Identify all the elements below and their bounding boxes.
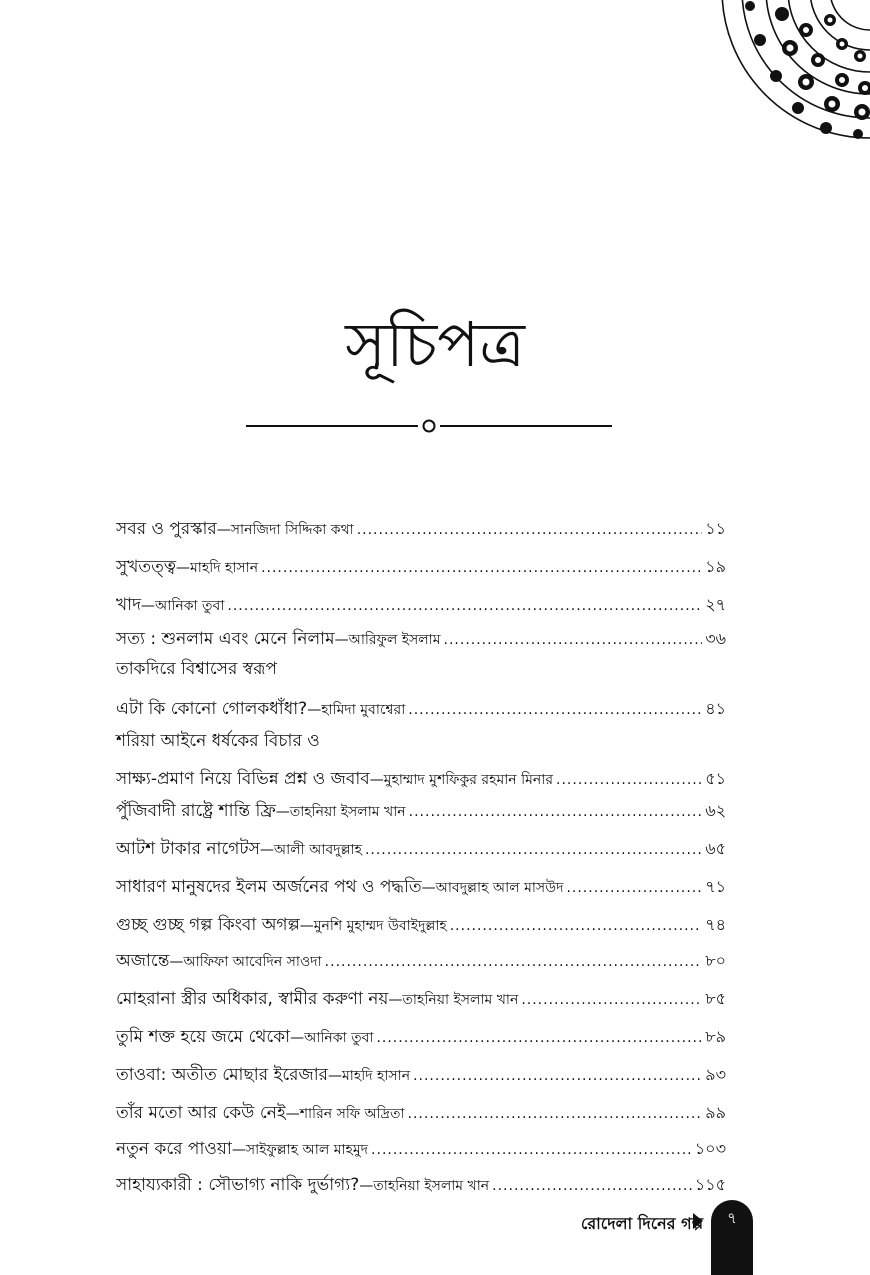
toc-entry-page: ৩৬ (705, 629, 726, 648)
mandala-ornament (710, 0, 870, 140)
toc-entry-continuation: শরিয়া আইনে ধর্ষকের বিচার ও (116, 731, 320, 751)
dot-leader (227, 598, 702, 614)
toc-entry-title: গুচ্ছ গুচ্ছ গল্প কিংবা অগল্প (116, 915, 300, 935)
toc-entry-page: ১০৩ (694, 1139, 726, 1158)
toc-entry-page: ৯৩ (705, 1065, 726, 1084)
dot-leader (365, 842, 702, 858)
toc-entry (116, 554, 726, 584)
toc-entry-continuation: তাকদিরে বিশ্বাসের স্বরূপ (116, 659, 278, 679)
toc-entry-author: —তাহনিয়া ইসলাম খান (359, 1178, 490, 1194)
toc-entry-page: ৮০ (705, 951, 726, 970)
toc-entry-page: ৭৪ (705, 915, 726, 934)
toc-entry-page: ৬২ (705, 801, 726, 820)
toc-entry-title: সাধারণ মানুষদের ইলম অর্জনের পথ ও পদ্ধতি (116, 877, 422, 897)
toc-entry-title: নতুন করে পাওয়া (116, 1139, 232, 1159)
toc-entry (116, 626, 726, 656)
dot-leader (357, 522, 703, 538)
toc-entry-page: ৭১ (705, 877, 726, 896)
toc-entry-page: ৯৯ (705, 1103, 726, 1122)
toc-entry (116, 948, 726, 978)
toc-entry-title: সাক্ষ্য-প্রমাণ নিয়ে বিভিন্ন প্রশ্ন ও জবাব (116, 769, 370, 789)
toc-entry-author: —তাহনিয়া ইসলাম খান (388, 992, 519, 1008)
toc-entry-page: ১১৫ (694, 1175, 726, 1194)
dot-leader (408, 1106, 703, 1122)
toc-entry-author: —মাহদি হাসান (328, 1068, 411, 1084)
toc-entry-author: —শারিন সফি অদ্রিতা (285, 1106, 405, 1122)
toc-entry-page: ৪১ (705, 699, 726, 718)
toc-entry-author: —আনিকা তুবা (290, 1030, 374, 1046)
toc-entry-title: সাহায্যকারী : সৌভাগ্য নাকি দুর্ভাগ্য? (116, 1175, 360, 1195)
toc-entry (116, 592, 726, 622)
toc-entry-page: ৮৫ (705, 989, 726, 1008)
toc-entry-author: —হামিদা মুবাশ্বেরা (307, 702, 406, 718)
toc-entry-author: —মুহাম্মাদ মুশফিকুর রহমান মিনার (369, 772, 554, 788)
toc-entry-title: পুঁজিবাদী রাষ্ট্রে শান্তি ফ্রি (116, 801, 276, 821)
toc-entry-title: তাওবা: অতীত মোছার ইরেজার (116, 1065, 328, 1085)
dot-leader (409, 804, 703, 820)
toc-entry (116, 1136, 726, 1166)
toc-entry-page: ৫১ (705, 769, 726, 788)
dot-leader (413, 1068, 702, 1084)
toc-entry (116, 696, 726, 726)
toc-entry-page: ৮৯ (705, 1027, 726, 1046)
toc-entry (116, 1100, 726, 1130)
toc-entry-title: খাদ (116, 595, 142, 615)
toc-entry (116, 1172, 726, 1202)
toc-entry-author: —সানজিদা সিদ্দিকা কথা (216, 522, 354, 538)
toc-entry-author: —আনিকা তুবা (141, 598, 225, 614)
toc-entry-author: —মুনশি মুহাম্মদ উবাইদুল্লাহ (299, 918, 447, 934)
toc-entry-author: —সাইফুল্লাহ আল মাহমুদ (231, 1142, 369, 1158)
dot-leader (325, 954, 703, 970)
toc-entry-page: ১৯ (705, 557, 726, 576)
toc-entry-page: ৬৫ (705, 839, 726, 858)
page-number: ৭ (727, 1209, 737, 1227)
dot-leader (450, 918, 702, 934)
title-divider (246, 416, 612, 436)
toc-entry-title: অজান্তে (116, 951, 170, 971)
toc-entry-title: তাঁর মতো আর কেউ নেই (116, 1103, 286, 1123)
toc-entry-title: আটশ টাকার নাগেটস (116, 839, 260, 859)
toc-entry-title: সবর ও পুরস্কার (116, 519, 217, 539)
dot-leader (492, 1178, 692, 1194)
toc-entry (116, 1024, 726, 1054)
toc-entry-page: ১১ (705, 519, 726, 538)
toc-entry-author: —আবদুল্লাহ আল মাসউদ (421, 880, 564, 896)
toc-entry-page: ২৭ (705, 595, 726, 614)
toc-entry-author: —আরিফুল ইসলাম (334, 632, 441, 648)
toc-entry (116, 766, 726, 796)
dot-leader (408, 702, 702, 718)
toc-entry-author: —মাহদি হাসান (176, 560, 259, 576)
toc-entry-title: সত্য : শুনলাম এবং মেনে নিলাম (116, 629, 335, 649)
toc-entry-author: —আফিফা আবেদিন সাওদা (169, 954, 322, 970)
toc-entry-title: তুমি শক্ত হয়ে জমে থেকো (116, 1027, 291, 1047)
toc-entry-title: সুখতত্ত্ব (116, 557, 176, 577)
toc-entry (116, 912, 726, 942)
toc-entry (116, 874, 726, 904)
footer-book-title: রোদেলা দিনের গল্প (580, 1214, 703, 1233)
arrow-right-icon (693, 1213, 703, 1229)
dot-leader (556, 772, 702, 788)
toc-entry (116, 986, 726, 1016)
dot-leader (261, 560, 702, 576)
toc-entry-author: —তাহনিয়া ইসলাম খান (275, 804, 406, 820)
toc-entry (116, 836, 726, 866)
dot-leader (521, 992, 702, 1008)
toc-entry-author: —আলী আবদুল্লাহ (259, 842, 362, 858)
toc-entry (116, 1062, 726, 1092)
dot-leader (566, 880, 702, 896)
dot-leader (444, 632, 703, 648)
dot-leader (376, 1030, 702, 1046)
page-title: সূচিপত্র (345, 308, 525, 381)
toc-entry (116, 516, 726, 546)
dot-leader (371, 1142, 692, 1158)
toc-entry-title: মোহরানা স্ত্রীর অধিকার, স্বামীর করুণা নয় (116, 989, 389, 1009)
toc-entry-title: এটা কি কোনো গোলকধাঁধা? (116, 699, 308, 719)
toc-entry (116, 798, 726, 828)
